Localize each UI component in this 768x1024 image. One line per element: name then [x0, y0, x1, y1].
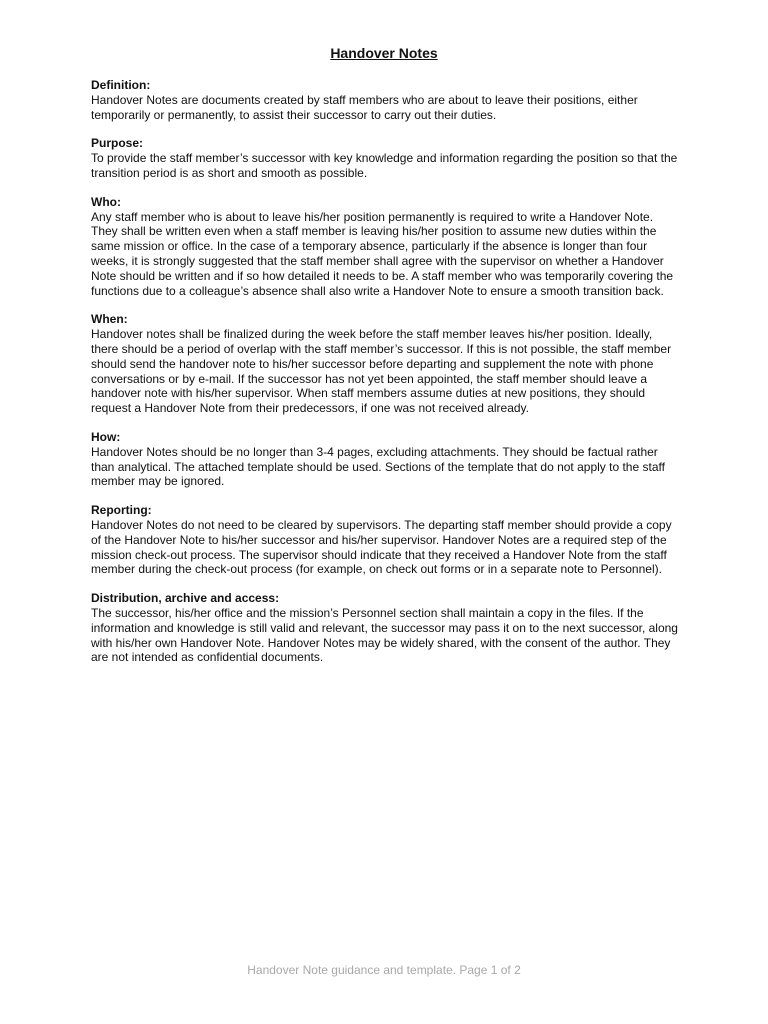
- section-body: Handover Notes are documents created by staff members who are about to leave their positions, either temporarily or permanently, to assist their successor to carry out their duties.: [91, 92, 638, 122]
- section-body: To provide the staff member’s successor with key knowledge and information regarding the position so that the transition period is as short and smooth as possible.: [91, 151, 678, 180]
- section-heading: How:: [91, 429, 121, 444]
- section-body: The successor, his/her office and the mission’s Personnel section shall maintain a copy in the files. If the information and knowledge is still valid and relevant, the successor may pass it on to the next successor, along with his/her own Handover Note. Handover Notes may be widely shared, with the consent of the author. They are not intended as confidential documents.: [91, 605, 678, 665]
- section-purpose: [91, 136, 681, 180]
- section-definition: [91, 78, 681, 122]
- section-heading: Definition:: [91, 78, 151, 92]
- section-when: [91, 312, 681, 416]
- section-body: Any staff member who is about to leave his/her position permanently is required to write a Handover Note. They shall be written even when a staff member is leaving his/her position to assume new duties within the same mission or office. In the case of a temporary absence, particularly if the absence is longer than four weeks, it is strongly suggested that the staff member shall agree with the supervisor on whether a Handover Note should be written and if so how detailed it needs to be. A staff member who was temporarily covering the functions due to a colleague’s absence shall also write a Handover Note to ensure a smooth transition back.: [91, 209, 674, 298]
- section-who: [91, 195, 681, 299]
- section-heading: Who:: [91, 194, 121, 209]
- page-footer: Handover Note guidance and template. Page 1 of 2: [247, 963, 521, 977]
- section-body: Handover Notes should be no longer than 3-4 pages, excluding attachments. They should be factual rather than analytical. The attached template should be used. Sections of the template that do not apply to the staff member may be ignored.: [91, 444, 665, 489]
- section-distribution: [91, 591, 681, 665]
- section-how: [91, 430, 681, 489]
- section-reporting: [91, 503, 681, 577]
- document-content: [91, 78, 681, 679]
- section-heading: Reporting:: [91, 503, 152, 518]
- section-heading: Distribution, archive and access:: [91, 591, 280, 606]
- section-heading: Purpose:: [91, 136, 144, 151]
- section-heading: When:: [91, 312, 128, 327]
- document-title: Handover Notes: [330, 45, 438, 61]
- section-body: Handover notes shall be finalized during the week before the staff member leaves his/her position. Ideally, there should be a period of overlap with the staff member’s successor. If this is not possible, the staff member should send the handover note to his/her successor before departing and supplement the note with phone conversations or by e-mail. If the successor has not yet been appointed, the staff member should leave a handover note with his/her supervisor. When staff members assume duties at new positions, they should request a Handover Note from their predecessors, if one was not received already.: [91, 327, 672, 416]
- section-body: Handover Notes do not need to be cleared by supervisors. The departing staff member should provide a copy of the Handover Note to his/her successor and his/her supervisor. Handover Notes are a required step of the mission check-out process. The supervisor should indicate that they received a Handover Note from the staff member during the check-out process (for example, on check out forms or in a separate note to Personnel).: [91, 517, 672, 577]
